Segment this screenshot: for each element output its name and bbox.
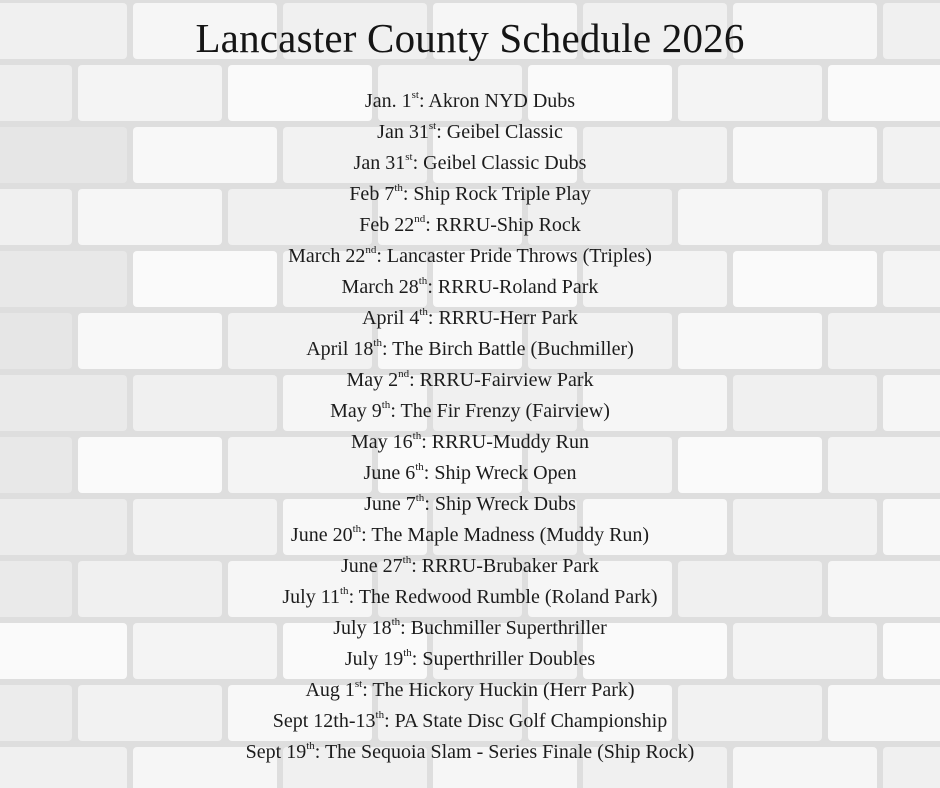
event-name: : Ship Wreck Dubs xyxy=(424,493,576,515)
schedule-item xyxy=(0,737,940,768)
event-date: April 4 xyxy=(362,307,420,329)
event-date: Feb 7 xyxy=(349,183,395,205)
schedule-item xyxy=(0,179,940,210)
event-date: March 28 xyxy=(341,276,419,298)
date-suffix: th xyxy=(306,740,315,752)
event-name: : Superthriller Doubles xyxy=(411,648,596,670)
date-suffix: th xyxy=(415,492,425,504)
schedule-item xyxy=(0,582,940,613)
event-date: July 11 xyxy=(282,586,340,608)
schedule-item xyxy=(0,427,940,458)
page-title: Lancaster County Schedule 2026 xyxy=(195,15,745,61)
date-suffix: th xyxy=(340,585,349,597)
event-name: : Geibel Classic Dubs xyxy=(412,152,587,174)
event-name: : The Hickory Huckin (Herr Park) xyxy=(362,679,635,701)
event-date: May 16 xyxy=(350,431,413,453)
event-date: June 20 xyxy=(290,524,353,546)
event-name: : RRRU-Muddy Run xyxy=(421,431,590,453)
event-name: : Ship Wreck Open xyxy=(423,462,577,484)
event-name: : Akron NYD Dubs xyxy=(418,90,576,112)
schedule-item xyxy=(0,148,940,179)
event-date: Feb 22 xyxy=(359,214,415,236)
date-suffix: st xyxy=(428,120,437,132)
date-suffix: th xyxy=(418,275,428,287)
event-date: May 2 xyxy=(346,369,399,391)
event-name: : The Sequoia Slam - Series Finale (Ship Rock) xyxy=(314,741,695,763)
event-name: : Geibel Classic xyxy=(436,121,563,143)
event-date: June 6 xyxy=(363,462,416,484)
date-suffix: th xyxy=(394,182,403,194)
date-suffix: th xyxy=(381,399,391,411)
schedule-item xyxy=(0,210,940,241)
schedule-item xyxy=(0,117,940,148)
event-date: June 7 xyxy=(364,493,416,515)
event-date: July 18 xyxy=(333,617,392,639)
date-suffix: th xyxy=(402,554,412,566)
event-name: : RRRU-Fairview Park xyxy=(409,369,594,391)
schedule-item xyxy=(0,520,940,551)
event-date: Aug 1 xyxy=(305,679,355,701)
event-name: : RRRU-Roland Park xyxy=(427,276,599,298)
schedule-item xyxy=(0,644,940,675)
date-suffix: th xyxy=(415,461,424,473)
event-list xyxy=(0,86,940,768)
date-suffix: st xyxy=(405,151,413,163)
event-date: March 22 xyxy=(288,245,366,267)
date-suffix: th xyxy=(403,647,412,659)
event-name: : The Birch Battle (Buchmiller) xyxy=(381,338,634,360)
event-date: Sept 12th-13 xyxy=(272,710,376,732)
schedule-item xyxy=(0,551,940,582)
date-suffix: th xyxy=(412,430,422,442)
date-suffix: th xyxy=(419,306,428,318)
date-suffix: th xyxy=(391,616,401,628)
date-suffix: th xyxy=(375,709,385,721)
schedule-item xyxy=(0,613,940,644)
schedule-item xyxy=(0,303,940,334)
event-date: April 18 xyxy=(306,338,374,360)
event-name: : RRRU-Ship Rock xyxy=(425,214,581,236)
schedule-item xyxy=(0,675,940,706)
schedule-item xyxy=(0,241,940,272)
event-name: : Ship Rock Triple Play xyxy=(402,183,591,205)
event-name: : RRRU-Brubaker Park xyxy=(411,555,599,577)
schedule-item xyxy=(0,86,940,117)
event-name: : Lancaster Pride Throws (Triples) xyxy=(376,245,652,267)
event-date: Jan. 1 xyxy=(364,90,412,112)
date-suffix: st xyxy=(354,678,363,690)
event-date: Jan 31 xyxy=(353,152,406,174)
event-date: July 19 xyxy=(344,648,404,670)
date-suffix: th xyxy=(373,337,382,349)
schedule-item xyxy=(0,365,940,396)
event-date: Sept 19 xyxy=(245,741,307,763)
schedule-item xyxy=(0,334,940,365)
date-suffix: st xyxy=(411,89,419,101)
schedule-item xyxy=(0,458,940,489)
schedule-item xyxy=(0,396,940,427)
event-date: June 27 xyxy=(341,555,403,577)
event-date: Jan 31 xyxy=(377,121,429,143)
date-suffix: nd xyxy=(398,368,410,380)
schedule-item xyxy=(0,489,940,520)
event-date: May 9 xyxy=(330,400,382,422)
event-name: : Buchmiller Superthriller xyxy=(400,617,607,639)
event-name: : The Fir Frenzy (Fairview) xyxy=(390,400,610,422)
event-name: : PA State Disc Golf Championship xyxy=(384,710,668,732)
date-suffix: th xyxy=(352,523,362,535)
schedule-item xyxy=(0,706,940,737)
event-name: : RRRU-Herr Park xyxy=(427,307,578,329)
event-name: : The Redwood Rumble (Roland Park) xyxy=(348,586,658,608)
schedule-item xyxy=(0,272,940,303)
event-name: : The Maple Madness (Muddy Run) xyxy=(361,524,650,546)
date-suffix: nd xyxy=(365,244,377,256)
date-suffix: nd xyxy=(414,213,426,225)
